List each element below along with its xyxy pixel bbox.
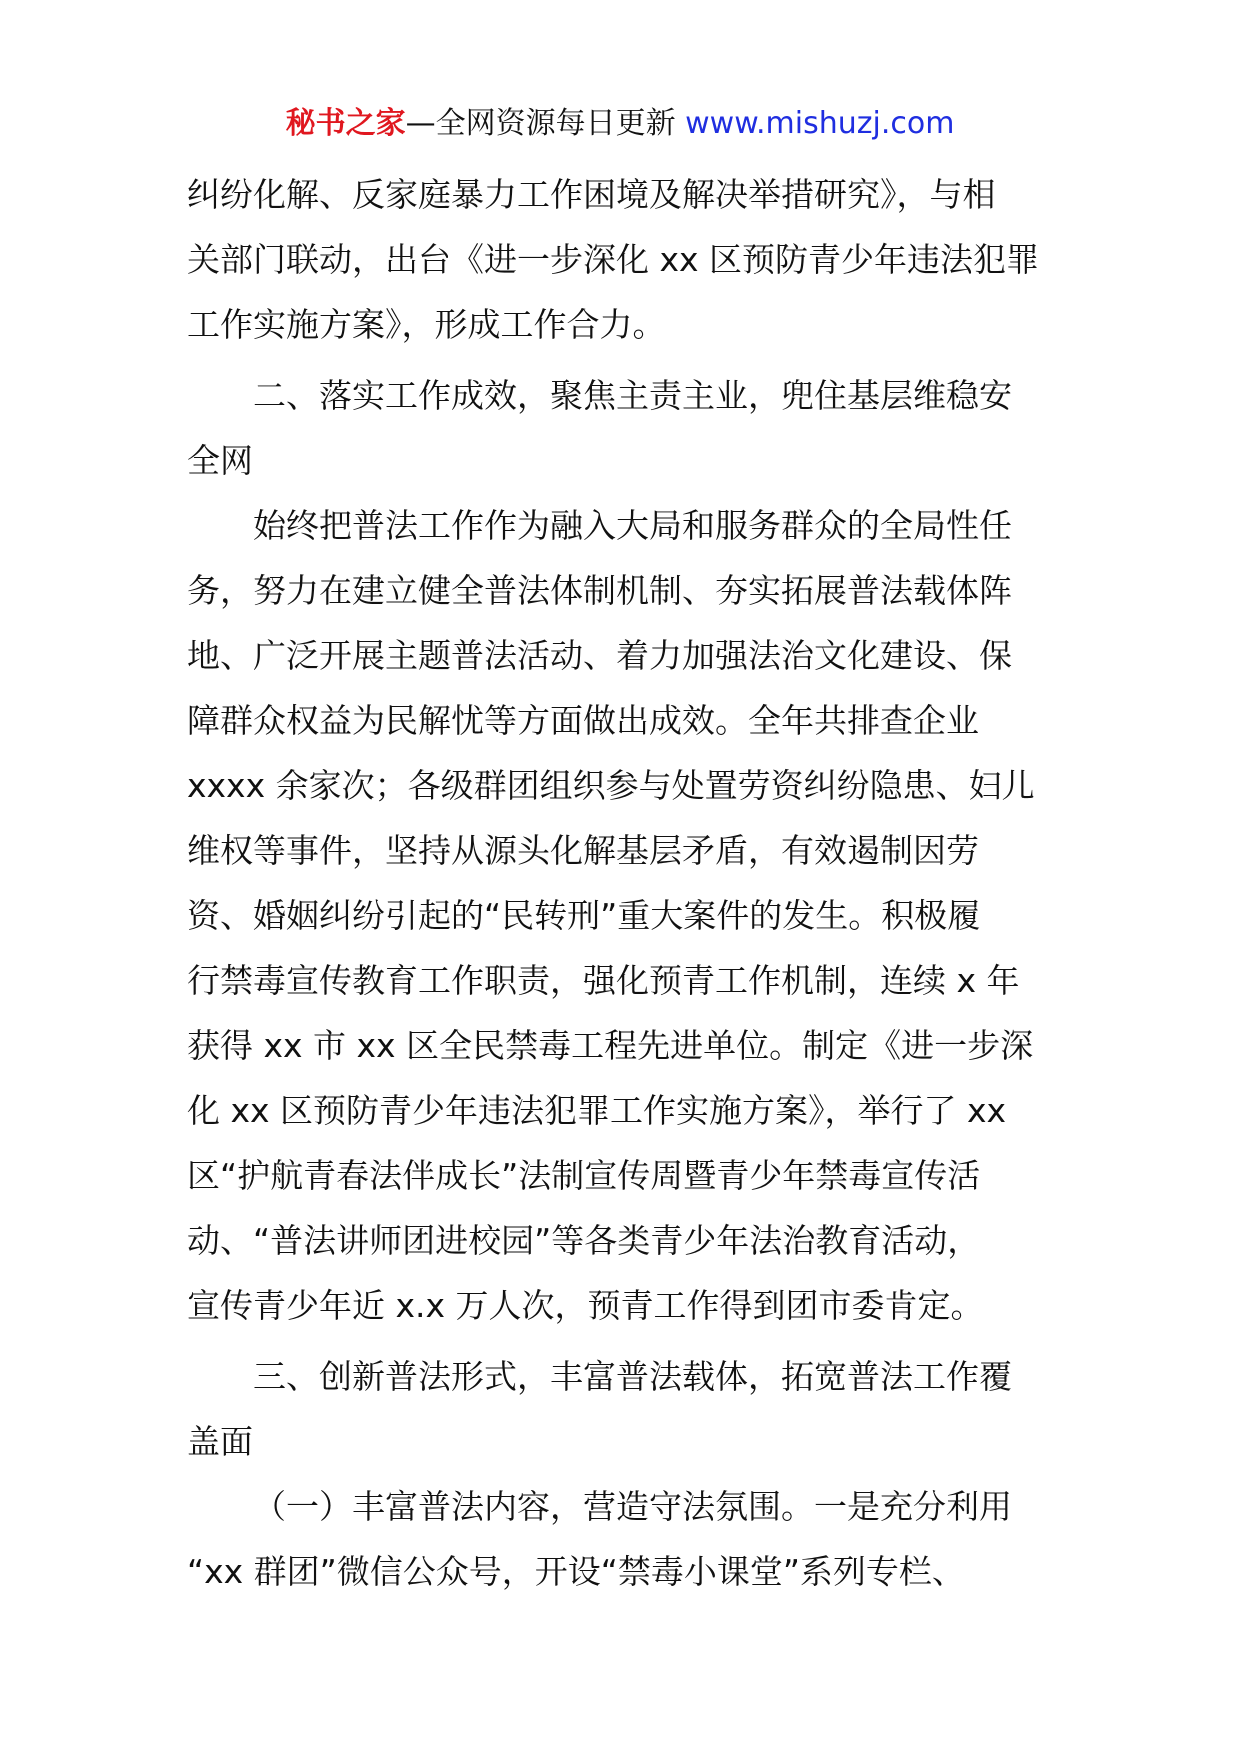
paragraph-line: “xx 群团”微信公众号，开设“禁毒小课堂”系列专栏、 <box>187 1552 965 1591</box>
paragraph-line: 纠纷化解、反家庭暴力工作困境及解决举措研究》，与相 <box>187 175 996 214</box>
paragraph-line: 资、婚姻纠纷引起的“民转刑”重大案件的发生。积极履 <box>187 896 981 935</box>
paragraph-line: xxxx 余家次；各级群团组织参与处置劳资纠纷隐患、妇儿 <box>187 766 1035 805</box>
section-heading-3: 三、创新普法形式，丰富普法载体，拓宽普法工作覆 <box>253 1357 1012 1396</box>
paragraph-line: 获得 xx 市 xx 区全民禁毒工程先进单位。制定《进一步深 <box>187 1026 1034 1065</box>
site-banner <box>0 104 1240 144</box>
brand-name: 秘书之家 <box>285 106 406 141</box>
paragraph-line: 动、“普法讲师团进校园”等各类青少年法治教育活动， <box>187 1221 981 1260</box>
site-url[interactable]: www.mishuzj.com <box>685 106 955 141</box>
paragraph-line: 化 xx 区预防青少年违法犯罪工作实施方案》，举行了 xx <box>187 1091 1007 1130</box>
paragraph-line: 区“护航青春法伴成长”法制宣传周暨青少年禁毒宣传活 <box>187 1156 981 1195</box>
paragraph-line: 地、广泛开展主题普法活动、着力加强法治文化建设、保 <box>187 636 1012 675</box>
paragraph-line: 宣传青少年近 x.x 万人次，预青工作得到团市委肯定。 <box>187 1286 984 1325</box>
banner-slogan: —全网资源每日更新 <box>405 106 686 141</box>
section-heading-2-cont: 全网 <box>187 441 253 480</box>
paragraph-line: 工作实施方案》，形成工作合力。 <box>187 305 666 344</box>
paragraph-line: 行禁毒宣传教育工作职责，强化预青工作机制，连续 x 年 <box>187 961 1020 1000</box>
paragraph-line: 关部门联动，出台《进一步深化 xx 区预防青少年违法犯罪 <box>187 240 1040 279</box>
paragraph-line: 维权等事件，坚持从源头化解基层矛盾，有效遏制因劳 <box>187 831 979 870</box>
subsection-heading: （一）丰富普法内容，营造守法氛围。一是充分利用 <box>253 1487 1012 1526</box>
document-body <box>187 162 1057 1604</box>
paragraph-line: 务，努力在建立健全普法体制机制、夯实拓展普法载体阵 <box>187 571 1012 610</box>
section-heading-3-cont: 盖面 <box>187 1422 253 1461</box>
paragraph-line: 始终把普法工作作为融入大局和服务群众的全局性任 <box>253 506 1012 545</box>
paragraph-line: 障群众权益为民解忧等方面做出成效。全年共排查企业 <box>187 701 979 740</box>
section-heading-2: 二、落实工作成效，聚焦主责主业，兜住基层维稳安 <box>253 376 1012 415</box>
